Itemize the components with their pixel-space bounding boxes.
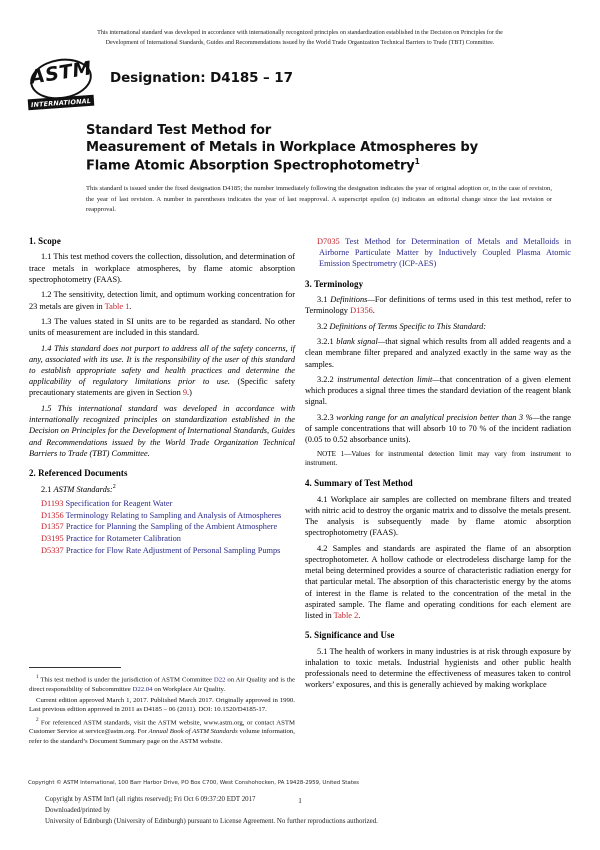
standard-title[interactable]: Test Method for Determination of Metals and Metalloids in Airborne Particulate Matter by Inductively Coupled Plasma Atomic Emission Spectrometry (ICP-AES) xyxy=(319,237,572,269)
referenced-standard-item[interactable] xyxy=(29,498,295,509)
paragraph-3-2-1-term: blank signal— xyxy=(336,337,386,347)
paragraph-3-2-1 xyxy=(305,336,571,370)
paragraph-1-1-text: 1.1 This test method covers the collection, dissolution, and determination of trace metals in workplace atmospheres, by flame atomic absorption spectrophotometry (FAAS). xyxy=(29,252,295,284)
note-1-text: —Values for instrumental detection limit may vary from instrument to instrument. xyxy=(305,449,572,468)
link-committee-d22[interactable]: D22 xyxy=(213,676,226,684)
page-number: 1 xyxy=(298,797,302,805)
section-heading-terminology: 3. Terminology xyxy=(305,278,364,289)
astm-standards-subheading xyxy=(29,483,295,495)
standard-id[interactable]: D1357 xyxy=(41,522,64,532)
standard-id[interactable]: D3195 xyxy=(41,533,64,543)
section-heading-significance: 5. Significance and Use xyxy=(305,630,395,641)
link-d1356[interactable]: D1356 xyxy=(350,306,373,316)
referenced-standard-item[interactable] xyxy=(305,236,571,270)
paragraph-3-2-number: 3.2 xyxy=(317,321,330,331)
footnote-1-text-b: on Air Quality and is the direct responsibility of Subcommittee xyxy=(29,676,295,693)
wto-preamble xyxy=(30,28,570,48)
paragraph-3-1-text-b: . xyxy=(372,306,375,316)
paragraph-3-2-2 xyxy=(305,374,571,408)
paragraph-1-4-roman-b: .) xyxy=(187,388,192,398)
paragraph-1-5: 1.5 This international standard was developed in accordance with internationally recognized principles on standardization established in the Decision on Principles for the Development of International Standards, Guides and Recommendations issued by the World Trade Organization Technical Barriers to Trade (TBT) Committee. xyxy=(29,403,295,458)
footnote-2-italic: Annual Book of ASTM Standards xyxy=(148,728,238,736)
paragraph-1-2-text-a: 1.2 The sensitivity, detection limit, and optimum working concentration for 23 metals are given in xyxy=(29,290,295,311)
title-line-1: Standard Test Method for xyxy=(86,123,272,138)
paragraph-4-2-text-a: 4.2 Samples and standards are aspirated the flame of an absorption spectrophotometer. A hollow cathode or electrodeless discharge lamp for the metal being determined provides a source of characteristic radiation energy for that particular metal. The absorption of this characteristic energy by the atoms of interest in the flame is related to the concentration of the metal in the aspirated sample. The flame and operating conditions for each element are listed in xyxy=(305,543,571,621)
right-column xyxy=(305,236,571,695)
paragraph-1-4-italic: 1.4 This standard does not purport to address all of the safety concerns, if any, associated with its use. It is the responsibility of the user of this standard to establish appropriate safety and health practices and determine the applicability of regulatory limitations prior to use. xyxy=(29,343,295,387)
paragraph-1-3 xyxy=(29,316,295,338)
masthead xyxy=(28,57,572,121)
paragraph-3-2-1-text: that signal which results from all added reagents and a clean membrane filter prepared and analyzed exactly in the same way as the samples. xyxy=(305,337,571,369)
paragraph-3-2-3-text: the range of sample concentrations that will absorb 10 to 70 % of the incident radiation (0.05 to 0.52 absorbance units). xyxy=(305,412,571,445)
paragraph-3-2-3 xyxy=(305,412,571,446)
paragraph-3-2-2-text: that concentration of a given element which produces a signal three times the standard deviation of the reagent blank signal. xyxy=(305,375,571,407)
standard-title[interactable]: Practice for Rotameter Calibration xyxy=(65,533,181,543)
footnote-1-text-a: This test method is under the jurisdiction of ASTM Committee xyxy=(38,676,214,684)
title-line-2: Measurement of Metals in Workplace Atmospheres by xyxy=(86,140,479,156)
link-section-9[interactable]: 9 xyxy=(182,388,188,398)
paragraph-1-3-text: 1.3 The values stated in SI units are to be regarded as standard. No other units of measurement are included in this standard. xyxy=(29,316,295,338)
astm-logo-letters: ASTM xyxy=(28,57,94,89)
paragraph-3-2-1-number: 3.2.1 xyxy=(317,337,337,347)
link-table-1[interactable]: Table 1 xyxy=(104,301,130,311)
section-heading-scope: 1. Scope xyxy=(29,236,61,246)
paragraph-3-1-term: Definitions— xyxy=(330,295,375,305)
download-line-3: University of Edinburgh (University of Edinburgh) pursuant to License Agreement. No further reproductions authorized. xyxy=(45,818,378,826)
footnote-1-text-c: on Workplace Air Quality. xyxy=(152,685,226,693)
standard-title[interactable]: Specification for Reagent Water xyxy=(65,498,173,508)
section-heading-referenced-documents: 2. Referenced Documents xyxy=(29,467,128,478)
note-1-label: NOTE 1 xyxy=(317,449,345,458)
paragraph-3-2 xyxy=(305,321,571,332)
wto-preamble-line1: This international standard was developed in accordance with internationally recognized principles on standardization established in the Decision on Principles for the xyxy=(97,30,503,36)
paragraph-1-2 xyxy=(29,289,295,311)
title-line-3 xyxy=(86,157,566,175)
download-line-1: Copyright by ASTM Int'l (all rights reserved); Fri Oct 6 09:37:20 EDT 2017 xyxy=(45,796,256,803)
paragraph-3-2-2-term: instrumental detection limit— xyxy=(337,375,440,384)
astm-logo-icon xyxy=(28,57,96,119)
paragraph-1-4-roman-a: (Specific safety precautionary statements are given in Section xyxy=(29,377,295,398)
footnote-2-text-b: volume information, refer to the standard’s Document Summary page on the ASTM website. xyxy=(29,728,295,745)
standard-title[interactable]: Terminology Relating to Sampling and Analysis of Atmospheres xyxy=(65,510,282,520)
referenced-standard-item[interactable] xyxy=(29,533,295,544)
referenced-standard-item[interactable] xyxy=(29,510,295,521)
paragraph-3-2-text: Definitions of Terms Specific to This Standard: xyxy=(329,321,487,331)
referenced-standard-item[interactable] xyxy=(29,545,295,556)
note-1 xyxy=(305,450,571,470)
footnote-1-marker: 1 xyxy=(36,674,39,680)
footnote-edition: Current edition approved March 1, 2017. Published March 2017. Originally approved in 1990. Last previous edition approved in 2011 as D4185 – 06 (2011). DOI: 10.1520/D4185-17. xyxy=(29,696,295,714)
paragraph-3-1-text: For definitions of terms used in this test method, refer to Terminology xyxy=(305,295,571,316)
standard-id[interactable]: D1193 xyxy=(41,498,64,508)
paragraph-3-1 xyxy=(305,294,571,316)
left-column xyxy=(29,236,295,556)
footnotes xyxy=(29,674,295,748)
standard-title[interactable]: Practice for Flow Rate Adjustment of Personal Sampling Pumps xyxy=(65,545,281,555)
astm-logo-subtitle: INTERNATIONAL xyxy=(28,95,95,111)
standard-id[interactable]: D1356 xyxy=(41,510,64,520)
title-line-3-text: Flame Atomic Absorption Spectrophotometry xyxy=(86,157,415,173)
paragraph-3-2-3-term: working range for an analytical precision better than 3 %— xyxy=(336,412,540,422)
astm-standards-footnote-marker: 2 xyxy=(112,484,116,491)
footnote-2-text-a: For referenced ASTM standards, visit the ASTM website, www.astm.org, or contact ASTM Customer Service at service@astm.org. For xyxy=(29,718,295,736)
paragraph-1-2-text-b: . xyxy=(129,301,132,311)
paragraph-5-1: 5.1 The health of workers in many industries is at risk through exposure by inhalation to toxic metals. Industrial hygienists and other public health professionals need to determine the effectiveness of measures taken to control workers’ exposures, and this is generally achieved by making workplace xyxy=(305,646,571,690)
wto-preamble-line2: Development of International Standards, Guides and Recommendations issued by the World Trade Organization Technical Barriers to Trade (TBT) Committee. xyxy=(105,40,495,47)
paragraph-3-2-2-number: 3.2.2 xyxy=(317,375,338,384)
standard-id[interactable]: D7035 xyxy=(317,237,340,246)
footnote-1 xyxy=(29,674,295,694)
standard-title[interactable]: Practice for Planning the Sampling of the Ambient Atmosphere xyxy=(65,522,278,532)
title-footnote-marker: 1 xyxy=(414,156,420,166)
astm-standards-number: 2.1 xyxy=(41,485,54,495)
paragraph-4-1: 4.1 Workplace air samples are collected on membrane filters and treated with nitric acid to destroy the organic matrix and to dissolve the metals present. The analysis is subsequently made by flame atomic absorption spectrophotometry (FAAS). xyxy=(305,494,571,538)
section-heading-summary: 4. Summary of Test Method xyxy=(305,478,413,489)
paragraph-3-2-3-number: 3.2.3 xyxy=(317,412,337,422)
referenced-standard-item[interactable] xyxy=(29,521,295,532)
footnote-2-marker: 2 xyxy=(36,716,39,723)
copyright-line: Copyright © ASTM International, 100 Barr Harbor Drive, PO Box C700, West Conshohocken, PA 19428-2959, United States xyxy=(28,780,359,786)
paragraph-3-1-number: 3.1 xyxy=(317,295,331,305)
paragraph-1-1 xyxy=(29,251,295,285)
download-line-2: Downloaded/printed by xyxy=(45,807,111,815)
footnote-2 xyxy=(29,717,295,747)
standard-id[interactable]: D5337 xyxy=(41,545,64,555)
designation-label: Designation: D4185 – 17 xyxy=(110,70,293,86)
paragraph-4-2-text-b: . xyxy=(358,611,361,621)
footnote-separator xyxy=(29,667,121,668)
paragraph-4-2 xyxy=(305,543,571,622)
astm-standards-label: ASTM Standards: xyxy=(53,485,113,495)
link-subcommittee-d22-04[interactable]: D22.04 xyxy=(132,685,153,693)
paragraph-1-4 xyxy=(29,343,295,399)
link-table-2[interactable]: Table 2 xyxy=(333,611,359,621)
page-title xyxy=(86,122,566,174)
issue-statement: This standard is issued under the fixed designation D4185; the number immediately following the designation indicates the year of original adoption or, in the case of revision, the year of last revision. A number in parentheses indicates the year of last reapproval. A superscript epsilon (ε) indicates an editorial change since the last revision or reapproval. xyxy=(86,185,552,214)
